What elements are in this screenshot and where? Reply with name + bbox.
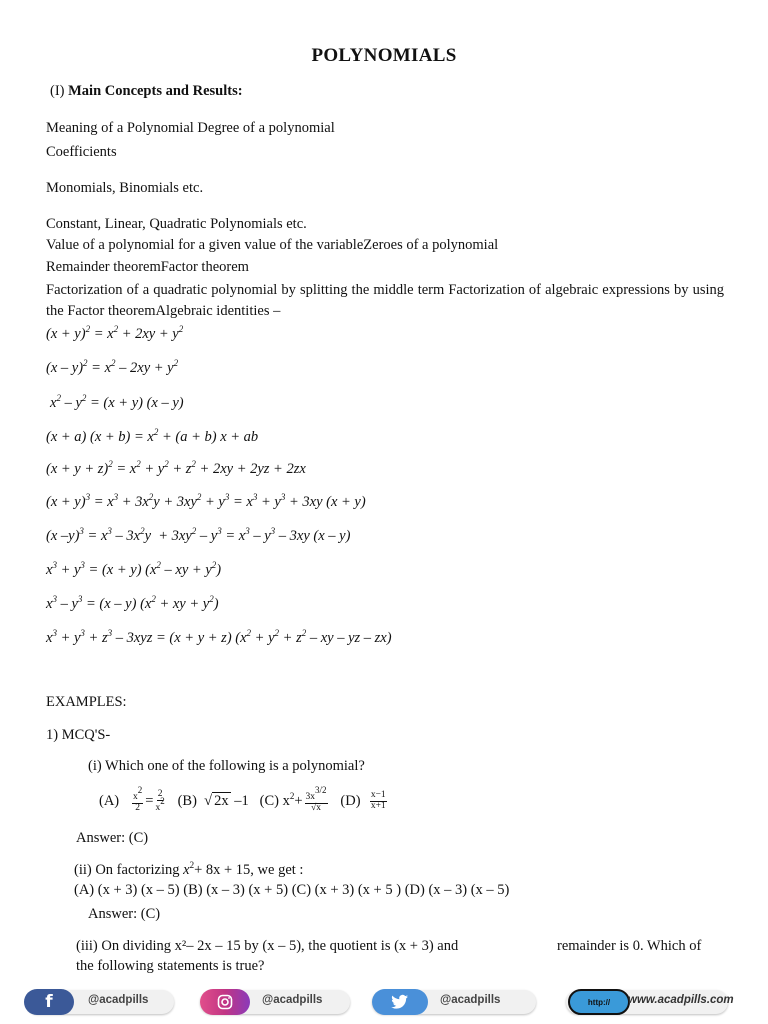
concept-line: Meaning of a Polynomial Degree of a polynomial: [46, 120, 335, 136]
identity-6: $(x + y)^3 = x^3 + 3x^2y + 3xy^2 + y^3 = x^3 + y^3 + 3xy$ (x + y): [46, 492, 366, 510]
identity-1: $(x + y)^2 = x^2 + 2xy + y^2$: [46, 324, 184, 342]
website-link[interactable]: www.acadpills.com: [628, 994, 734, 1006]
question-3-left: (iii) On dividing x²– 2x – 15 by (x – 5), the quotient is (x + 3) and: [76, 938, 459, 954]
identity-9: $x^3 - y^3 = (x - y) (x^2$ + xy + $y^2$): [46, 594, 219, 612]
identity-2: $(x - y)^2 = x^2 - 2xy + y^2$: [46, 358, 179, 376]
concept-line: Remainder theoremFactor theorem: [46, 259, 249, 275]
globe-icon[interactable]: http://: [568, 989, 630, 1015]
twitter-icon[interactable]: [372, 989, 428, 1015]
footer-social-bar: [0, 984, 768, 1020]
concept-paragraph: Factorization of a quadratic polynomial by splitting the middle term Factorization of algebraic expressions by using the Factor theoremAlgebraic identities –: [46, 282, 724, 319]
question-3-right: remainder is 0. Which of: [557, 938, 702, 954]
question-1-options: (A) $\frac{x^2}{2}$ = $\frac{2}{x^2}$ (B) √ 2x –1 (C) $x^2+$ $\frac{3x^{3/2}}{√x}$ (D) $\frac{x-1}{x+1}$: [99, 784, 386, 813]
question-1: (i) Which one of the following is a polynomial?: [88, 758, 365, 774]
mcq-heading: 1) MCQ'S-: [46, 727, 111, 743]
identity-4: (x + a) $(x + b) = x^2 + (a + b) x$ + ab: [46, 427, 259, 445]
page-title: POLYNOMIALS: [311, 45, 457, 66]
identity-3: $x^2 - y^2 = (x + y)$ (x – y): [50, 393, 184, 411]
concept-line: Value of a polynomial for a given value of the variableZeroes of a polynomial: [46, 237, 499, 253]
identity-5: $(x + y + z)^2 = x^2 + y^2 + z^2 + 2xy + 2yz + 2zx$: [46, 459, 306, 477]
identity-7: (x $-y)^3 = x^3 - 3x^2y + 3xy^2 - y^3 = x^3 - y^3 - 3xy$ (x – y): [46, 526, 351, 544]
facebook-icon[interactable]: f: [24, 989, 74, 1015]
question-3-line2: the following statements is true?: [76, 958, 265, 974]
concept-line: Coefficients: [46, 144, 117, 160]
question-2-options: (A) (x + 3) (x – 5) (B) (x – 3) (x + 5) (C) (x + 3) (x + 5 ) (D) (x – 3) (x – 5): [74, 882, 510, 898]
facebook-handle[interactable]: @acadpills: [88, 994, 149, 1006]
concept-line: Constant, Linear, Quadratic Polynomials etc.: [46, 216, 307, 232]
identity-8: $x^3 + y^3 = (x + y)$ ($x^2$ – xy + $y^2$): [46, 560, 222, 578]
twitter-handle[interactable]: @acadpills: [440, 994, 501, 1006]
identity-10: $x^3 + y^3 + z^3 - 3xyz = (x + y + z) (x^2 + y^2 + z^2$ – xy – yz – zx): [46, 628, 392, 646]
examples-heading: EXAMPLES:: [46, 694, 127, 710]
question-2: (ii) On factorizing $x^2+ 8x + 15$, we get :: [74, 860, 304, 878]
instagram-icon[interactable]: [200, 989, 250, 1015]
question-2-answer: Answer: (C): [88, 906, 161, 922]
section-heading: (I) Main Concepts and Results:: [50, 83, 243, 99]
question-1-answer: Answer: (C): [76, 830, 149, 846]
concept-line: Monomials, Binomials etc.: [46, 180, 204, 196]
instagram-handle[interactable]: @acadpills: [262, 994, 323, 1006]
